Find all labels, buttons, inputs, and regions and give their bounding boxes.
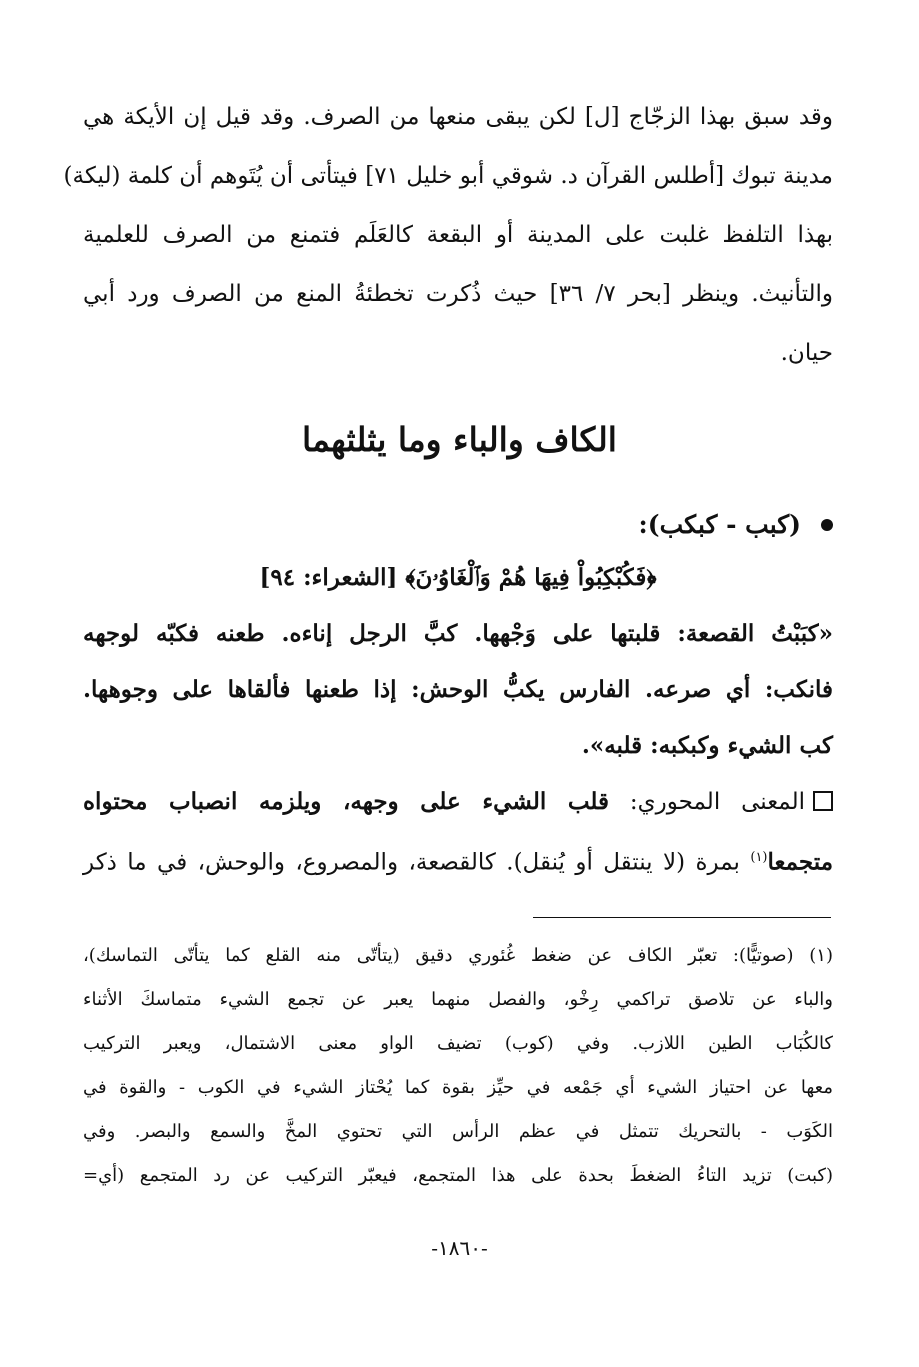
entry-block <box>83 500 833 891</box>
intro-line: والتأنيث. وينظر [بحر ٧/ ٣٦] حيث ذُكرت تخطئةُ المنع من الصرف ورد أبي <box>83 281 834 307</box>
footnote-divider <box>533 917 831 918</box>
meaning-label: المعنى المحوري: <box>629 789 805 815</box>
intro-paragraph <box>63 88 834 383</box>
section-title: الكاف والباء وما يثلثهما <box>302 420 617 459</box>
footnotes <box>83 934 833 1198</box>
meaning-line <box>83 830 833 891</box>
bullet-icon <box>821 519 833 531</box>
footnote-line: (كبت) تزيد التاءُ الضغطَ بحدة على هذا المتجمع، فيعبّر التركيب عن رد المتجمع (أي= <box>83 1165 833 1186</box>
intro-line: حيان. <box>780 340 833 366</box>
meaning-start: متجمعا <box>767 848 834 876</box>
footnote-line: (١) (صوتيًّا): تعبّر الكاف عن ضغط غُئوري دقيق (يتأتّى منه القلع كما يتأتّى التماسك)، <box>83 945 833 966</box>
intro-line: وقد سبق بهذا الزجّاج [ل] لكن يبقى منعها من الصرف. وقد قيل إن الأيكة هي <box>83 104 833 130</box>
meaning-text: قلب الشيء على وجهه، ويلزمه انصباب محتواه <box>83 788 610 815</box>
intro-line: بهذا التلفظ غلبت على المدينة أو البقعة كالعَلَم فتمنع من الصرف للعلمية <box>83 222 833 248</box>
footnote-line: كالكُبَاب الطين اللازب. وفي (كوب) تضيف الواو معنى الاشتمال، ويعبر التركيب <box>83 1033 833 1054</box>
footnote-line: والباء عن تلاصق تراكمي رِخْو، والفصل منهما يعبر عن تجمع الشيء متماسكَ الأثناء <box>83 989 833 1010</box>
meaning-line <box>83 774 833 830</box>
meaning-rest: بمرة (لا ينتقل أو يُنقل). كالقصعة، والمصروع، والوحش، في ما ذكر <box>83 849 740 876</box>
footnote-marker: (١) <box>750 850 768 865</box>
quote-line: فانكب: أي صرعه. الفارس يكبُّ الوحش: إذا طعنها فألقاها على وجوهها. <box>83 676 833 703</box>
entry-heading <box>83 500 833 550</box>
entry-heading-text: (كبب - كبكب): <box>638 510 801 539</box>
quote-line: «كبَبْتُ القصعة: قلبتها على وَجْهها. كبَّ الرجل إناءه. طعنه فكبّه لوجهه <box>83 620 833 647</box>
footnote-line: معها عن احتياز الشيء أي جَمْعه في حيِّز بقوة كما يُحْتاز الشيء في الكوب - والقوة في <box>83 1077 833 1098</box>
footnote-line: الكَوَب - بالتحريك تتمثل في عظم الرأس التي تحتوي المخَّ والسمع والبصر. وفي <box>83 1121 833 1142</box>
quote-line: كب الشيء وكبكبه: قلبه». <box>581 732 833 759</box>
intro-line: مدينة تبوك [أطلس القرآن د. شوقي أبو خليل ٧١] فيتأتى أن يُتَوهم أن كلمة (ليكة) <box>63 163 833 189</box>
quran-verse: ﴿فَكُبْكِبُواْ فِيهَا هُمْ وَٱلْغَاوُۥنَ﴾ [الشعراء: ٩٤] <box>259 564 657 591</box>
page-number: -١٨٦٠- <box>431 1236 488 1260</box>
square-box-icon <box>813 791 833 811</box>
